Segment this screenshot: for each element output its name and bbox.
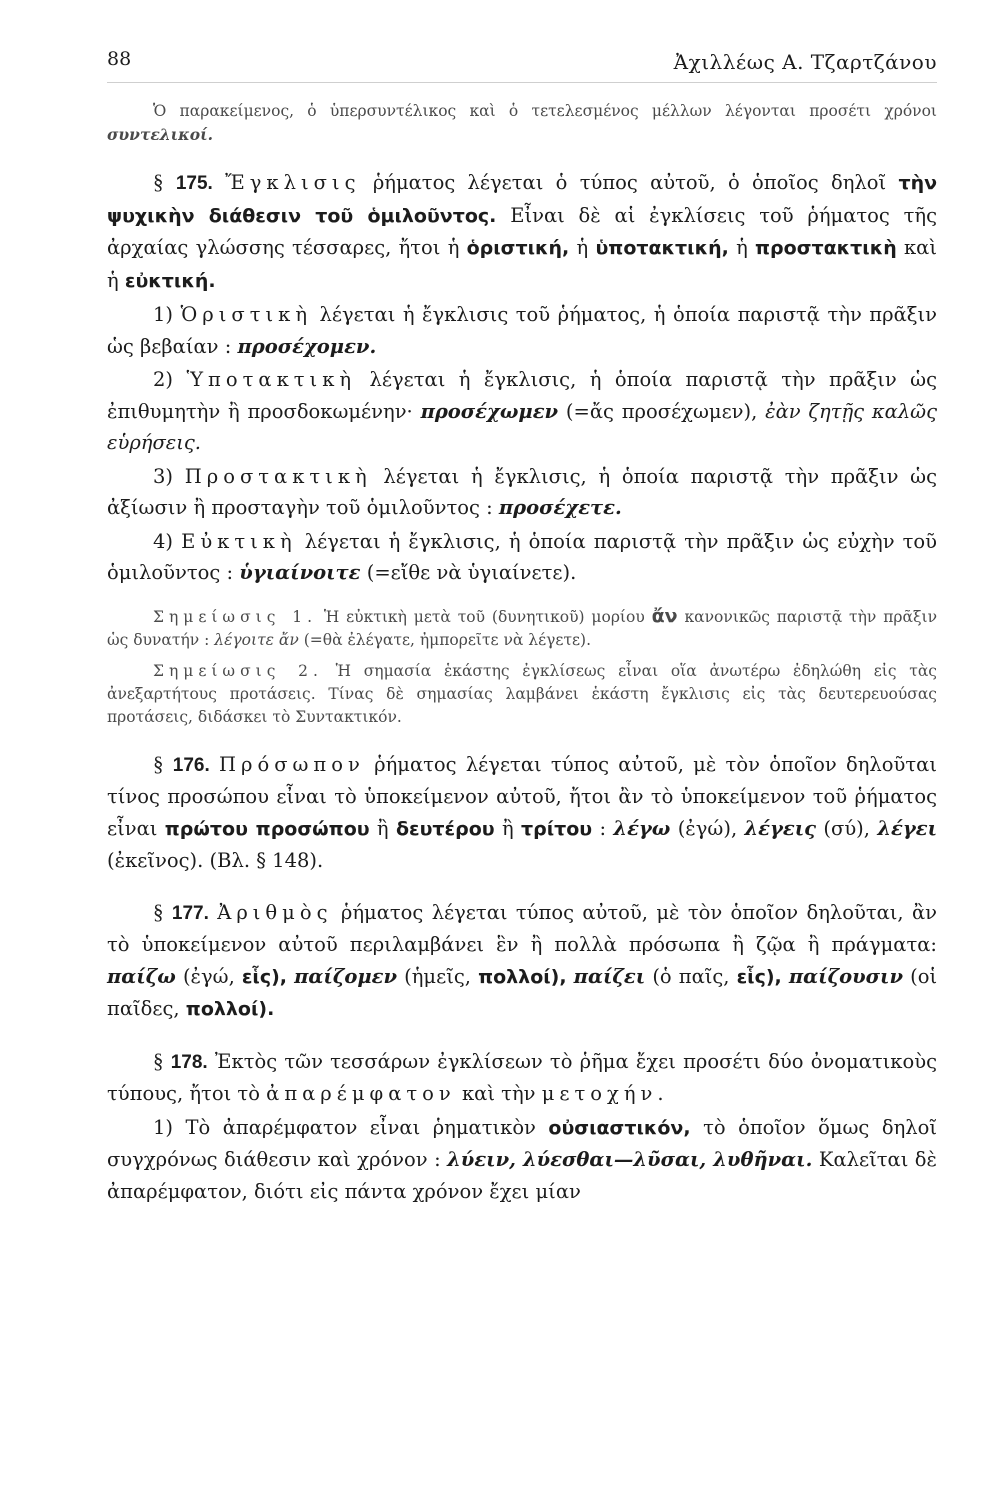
mood-subjunctive: 2) Ὑποτακτικὴ λέγεται ἡ ἔγκλισις, ἡ ὁποία παριστᾷ τὴν πρᾶξιν ὡς ἐπιθυμητὴν ἢ προσδοκωμένην· προσέχωμεν (=ἄς προσέχωμεν), ἐὰν ζητῇς καλῶς εὑρήσεις. [107,368,938,454]
section-number: 175. [175,173,213,194]
section-175: § 175. Ἔγκλισις ῥήματος λέγεται ὁ τύπος αὐτοῦ, ὁ ὁποῖος δηλοῖ τὴν ψυχικὴν διάθεσιν τοῦ ὁμιλοῦντος. Εἶναι δὲ αἱ ἐγκλίσεις τοῦ ῥήματος τῆς ἀρχαίας γλώσσης τέσσαρες, ἤτοι ἡ ὁριστική, ἡ ὑποτακτική, ἡ προστακτικὴ καὶ ἡ εὐκτική. [107,170,938,292]
section-number: 177. [171,902,209,924]
intro-paragraph: Ὁ παρακείμενος, ὁ ὑπερσυντέλικος καὶ ὁ τετελεσμένος μέλλων λέγονται προσέτι χρόνοι συντελικοί. [107,102,937,144]
page-header [107,42,937,83]
note-label: Σημείωσις 2. [153,661,323,680]
infinitive-paragraph: 1) Τὸ ἀπαρέμφατον εἶναι ῥηματικὸν οὐσιαστικόν, τὸ ὁποῖον ὅμως δηλοῖ συγχρόνως διάθεσιν καὶ χρόνον : λύειν, λύεσθαι—λῦσαι, λυθῆναι. Καλεῖται δὲ ἀπαρέμφατον, διότι εἰς πάντα χρόνον ἔχει μίαν [107,1115,938,1203]
mood-indicative: 1) Ὁριστικὴ λέγεται ἡ ἔγκλισις τοῦ ῥήματος, ἡ ὁποία παριστᾷ τὴν πρᾶξιν ὡς βεβαίαν : προσέχομεν. [107,303,937,358]
spaced-term: Ἔγκλισις [225,171,361,194]
intro-bold-term: συντελικοί. [107,125,214,144]
page-body [107,100,937,1207]
note-1: Σημείωσις 1. Ἡ εὐκτικὴ μετὰ τοῦ (δυνητικοῦ) μορίου ἄν κανονικῶς παριστᾷ τὴν πρᾶξιν ὡς δυνατήν : λέγοιτε ἄν (=θὰ ἐλέγατε, ἠμπορεῖτε νὰ λέγετε). [107,604,937,649]
section-176: § 176. Πρόσωπον ῥήματος λέγεται τύπος αὐτοῦ, μὲ τὸν ὁποῖον δηλοῦται τίνος προσώπου εἶναι τὸ ὑποκείμενον αὐτοῦ, ἤτοι ἂν τὸ ὑποκείμενον τοῦ ῥήματος εἶναι πρώτου προσώπου ἢ δευτέρου ἢ τρίτου : λέγω (ἐγώ), λέγεις (σύ), λέγει (ἐκεῖνος). (Βλ. § 148). [107,751,938,872]
section-177: § 177. Ἀριθμὸς ῥήματος λέγεται τύπος αὐτοῦ, μὲ τὸν ὁποῖον δηλοῦται, ἂν τὸ ὑποκείμενον αὐτοῦ περιλαμβάνει ἓν ἢ πολλὰ πρόσωπα ἢ ζῷα ἢ πράγματα: παίζω (ἐγώ, εἷς), παίζομεν (ἡμεῖς, πολλοί), παίζει (ὁ παῖς, εἷς), παίζουσιν (οἱ παῖδες, πολλοί). [107,899,938,1020]
mood-optative: 4) Εὐκτικὴ λέγεται ἡ ἔγκλισις, ἡ ὁποία παριστᾷ τὴν πρᾶξιν ὡς εὐχὴν τοῦ ὁμιλοῦντος : ὑγιαίνοιτε (=εἴθε νὰ ὑγιαίνετε). [107,529,938,584]
running-title: Ἀχιλλέως Α. Τζαρτζάνου [673,50,937,74]
mood-imperative: 3) Προστακτικὴ λέγεται ἡ ἔγκλισις, ἡ ὁποία παριστᾷ τὴν πρᾶξιν ὡς ἀξίωσιν ἢ προσταγὴν τοῦ ὁμιλοῦντος : προσέχετε. [107,464,938,519]
note-2: Σημείωσις 2. Ἡ σημασία ἑκάστης ἐγκλίσεως εἶναι οἵα ἀνωτέρω ἐδηλώθη εἰς τὰς ἀνεξαρτήτους προτάσεις. Τίνας δὲ σημασίας λαμβάνει ἑκάστη ἔγκλισις εἰς τὰς δευτερευούσας προτάσεις, διδάσκει τὸ Συντακτικόν. [107,661,937,726]
section-number: 178. [170,1051,208,1073]
note-label: Σημείωσις 1. [153,607,318,626]
section-178: § 178. Ἐκτὸς τῶν τεσσάρων ἐγκλίσεων τὸ ῥῆμα ἔχει προσέτι δύο ὀνοματικοὺς τύπους, ἤτοι τὸ ἀπαρέμφατον καὶ τὴν μετοχήν. [107,1048,938,1105]
section-number: 176. [172,754,210,776]
spaced-term: Ἀριθμὸς [217,900,333,924]
spaced-term: Πρόσωπον [219,752,365,776]
page-number: 88 [107,48,132,70]
